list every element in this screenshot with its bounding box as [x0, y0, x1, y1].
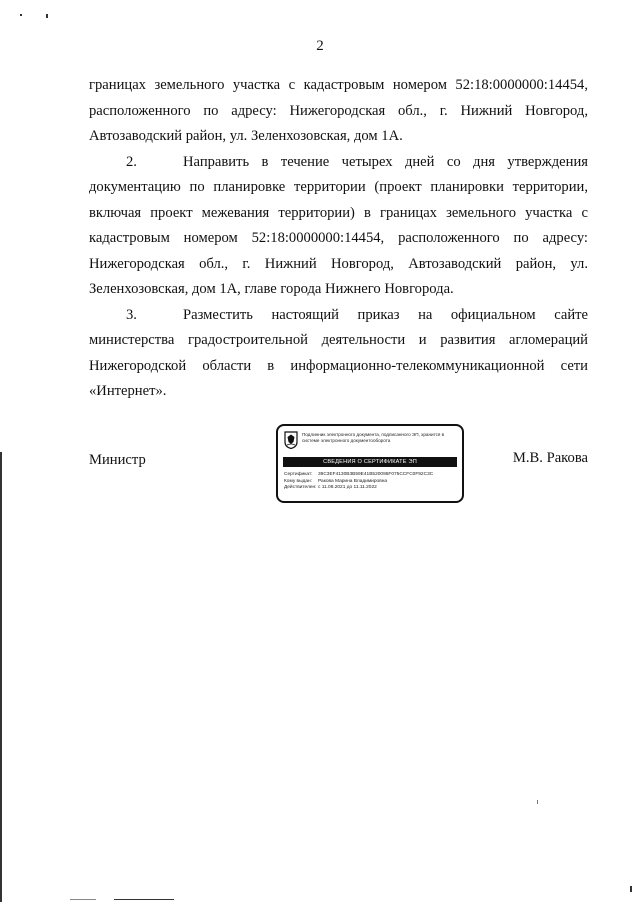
field-key: Действителен:: [284, 485, 317, 491]
paragraph-2: [89, 150, 588, 303]
paragraph-text: Направить в течение четырех дней со дня утверждения документацию по планировке территории (проект планировки территории, включая проект межевания территории) в границах земельного участка с кадастровым номером 52:18:0000000:14454, расположенного по адресу: Нижегородская обл., г. Нижний Новгород, Автозаводский район, ул. Зеленхозовская, дом 1А, главе города Нижнего Новгорода.: [89, 153, 588, 297]
field-value: с 11.08.2021 до 11.11.2022: [318, 485, 377, 491]
certificate-details: [284, 472, 457, 492]
validity-row: [284, 485, 457, 492]
scan-artifact: [537, 800, 538, 804]
page-number: 2: [316, 38, 324, 54]
field-value: 39C3EF4130B3B59E41B520095F075CCFC0F92C3C: [318, 472, 434, 477]
scan-artifact: [630, 886, 632, 892]
signatory-title: Министр: [89, 452, 146, 468]
stamp-banner: СВЕДЕНИЯ О СЕРТИФИКАТЕ ЭП: [283, 457, 457, 467]
field-value: Ракова Марина Владимировна: [318, 478, 388, 484]
stamp-header: [284, 431, 456, 453]
paragraph-number: 3.: [126, 306, 137, 323]
signatory-name: М.В. Ракова: [512, 450, 588, 466]
field-key: Сертификат:: [284, 472, 313, 477]
electronic-signature-stamp: [276, 424, 464, 503]
signature-block: [0, 424, 640, 508]
scan-artifact: [114, 899, 174, 900]
paragraph-3: [89, 303, 588, 405]
scan-artifact: [46, 14, 48, 18]
certificate-row: [284, 472, 457, 479]
paragraph-number: 2.: [126, 153, 137, 170]
paragraph-continuation: границах земельного участка с кадастровым номером 52:18:0000000:14454, расположенного по адресу: Нижегородская обл., г. Нижний Новгород, Автозаводский район, ул. Зеленхозовская, дом 1А.: [89, 77, 588, 144]
scan-artifact: [70, 899, 96, 900]
coat-of-arms-icon: [284, 431, 298, 449]
document-body: [89, 73, 588, 405]
field-key: Кому выдан:: [284, 478, 312, 484]
paragraph-text: Разместить настоящий приказ на официальном сайте министерства градостроительной деятельности и развития агломераций Нижегородской области в информационно-телекоммуникационной сети «Интернет».: [89, 306, 588, 399]
scan-artifact: [20, 14, 22, 16]
scan-artifact: [0, 452, 2, 902]
stamp-note: Подлинник электронного документа, подписанного ЭП, хранится в системе электронного документооборота: [302, 432, 445, 443]
